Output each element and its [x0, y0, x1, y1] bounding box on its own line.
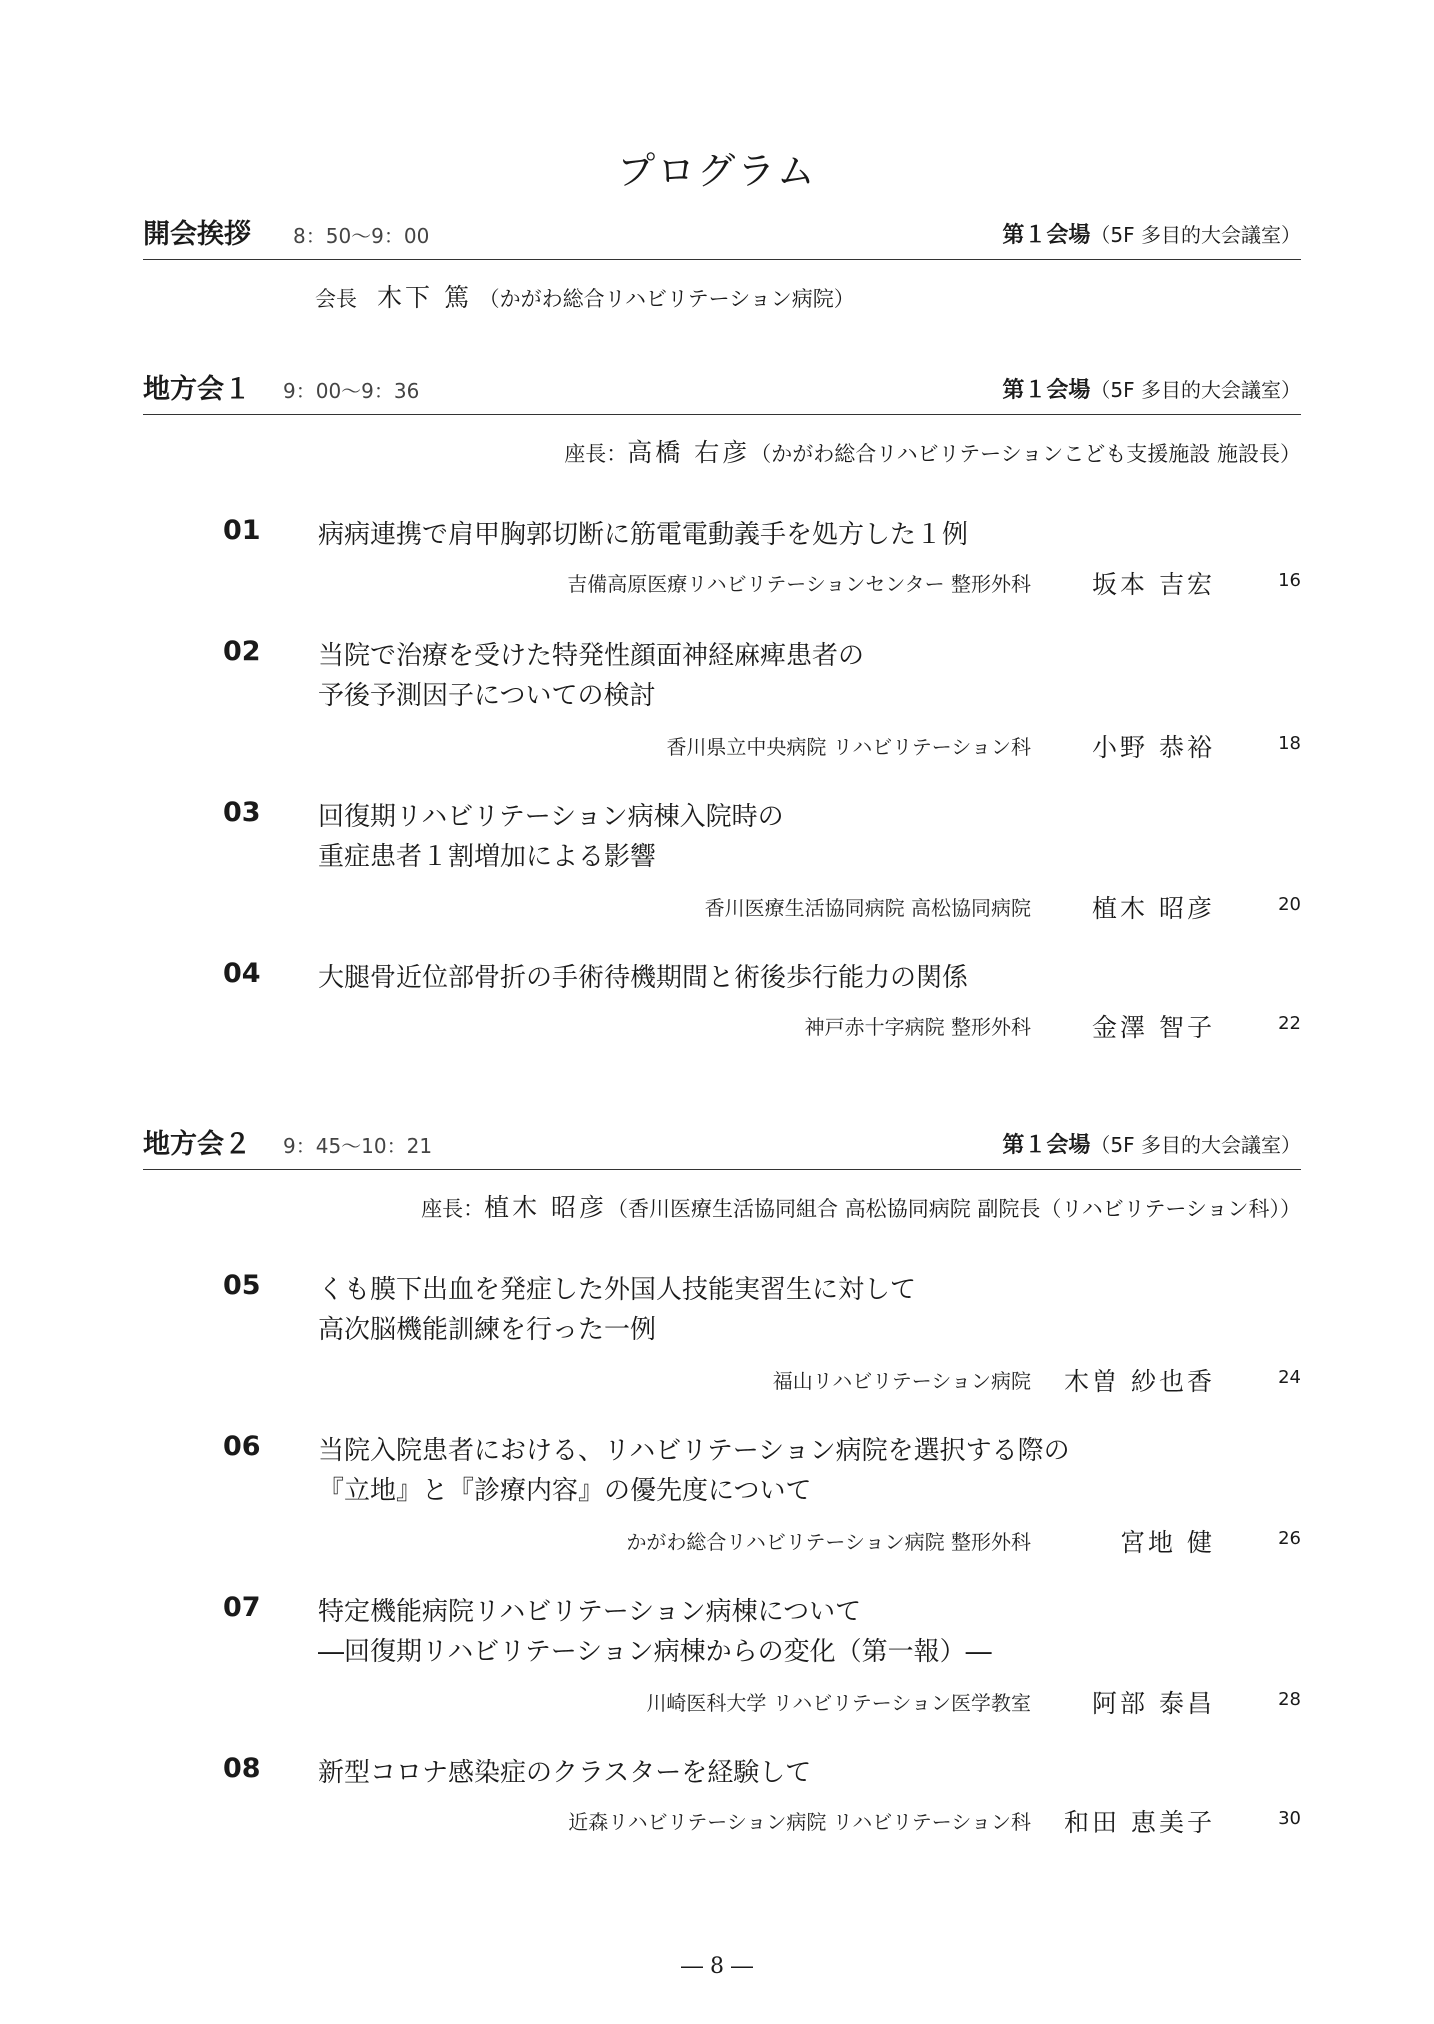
page-number: ― 8 ―: [681, 1954, 753, 1979]
item-page: 16: [1278, 570, 1301, 591]
item-page: 30: [1278, 1808, 1301, 1829]
item-page: 28: [1278, 1689, 1301, 1710]
section-name: 開会挨拶: [143, 219, 251, 250]
page-title: プログラム: [617, 149, 817, 193]
item-page: 24: [1278, 1367, 1301, 1388]
item-title: 新型コロナ感染症のクラスターを経験して: [318, 1758, 812, 1788]
item-author: 阿部 泰昌: [1092, 1689, 1215, 1718]
item-affiliation: 神戸赤十字病院 整形外科: [804, 1015, 1031, 1039]
item-affiliation: 吉備高原医療リハビリテーションセンター 整形外科: [567, 572, 1031, 596]
item-author: 宮地 健: [1120, 1528, 1215, 1557]
section-time: 9：45～10：21: [283, 1134, 433, 1158]
item-affiliation: 福山リハビリテーション病院: [772, 1369, 1031, 1393]
opening-speaker: 会長 木下 篤 （かがわ総合リハビリテーション病院）: [315, 283, 855, 312]
section-header: [143, 1125, 1301, 1170]
item-number: 04: [223, 958, 261, 989]
section-name: 地方会１: [143, 374, 251, 405]
section-time: 8：50～9：00: [293, 224, 430, 248]
chair-line: 座長：植木 昭彦（香川医療生活協同組合 高松協同病院 副院長（リハビリテーション科））: [421, 1193, 1301, 1222]
item-affiliation: かがわ総合リハビリテーション病院 整形外科: [626, 1530, 1031, 1554]
item-number: 02: [223, 636, 261, 667]
section-opening: [143, 215, 1301, 260]
section-venue: 第１会場（5F 多目的大会議室）: [1002, 1133, 1301, 1158]
item-title: 特定機能病院リハビリテーション病棟について ―回復期リハビリテーション病棟からの変化（第一報）―: [318, 1597, 992, 1667]
speaker-affiliation: （かがわ総合リハビリテーション病院）: [478, 287, 855, 311]
item-number: 06: [223, 1431, 261, 1462]
item-title: 回復期リハビリテーション病棟入院時の 重症患者１割増加による影響: [318, 802, 784, 872]
section-name: 地方会２: [143, 1129, 251, 1160]
item-author: 木曽 紗也香: [1064, 1367, 1215, 1396]
chair-line: 座長：高橋 右彦（かがわ総合リハビリテーションこども支援施設 施設長）: [564, 438, 1301, 467]
item-affiliation: 近森リハビリテーション病院 リハビリテーション科: [568, 1810, 1031, 1834]
section-header: [143, 215, 1301, 260]
chair-affiliation: （香川医療生活協同組合 高松協同病院 副院長（リハビリテーション科））: [607, 1197, 1301, 1221]
item-title: 当院入院患者における、リハビリテーション病院を選択する際の 『立地』と『診療内容』の優先度について: [318, 1436, 1070, 1506]
section-venue: 第１会場（5F 多目的大会議室）: [1002, 223, 1301, 248]
item-author: 小野 恭裕: [1092, 733, 1215, 762]
item-affiliation: 川崎医科大学 リハビリテーション医学教室: [646, 1691, 1031, 1715]
item-page: 20: [1278, 894, 1301, 915]
item-author: 坂本 吉宏: [1092, 570, 1215, 599]
item-affiliation: 香川医療生活協同病院 高松協同病院: [704, 896, 1031, 920]
section-header: [143, 370, 1301, 415]
item-affiliation: 香川県立中央病院 リハビリテーション科: [666, 735, 1031, 759]
chair-name: 植木 昭彦: [484, 1193, 608, 1222]
section-venue: 第１会場（5F 多目的大会議室）: [1002, 378, 1301, 403]
item-number: 07: [223, 1592, 261, 1623]
item-author: 和田 恵美子: [1064, 1808, 1215, 1837]
item-title: 当院で治療を受けた特発性顔面神経麻痺患者の 予後予測因子についての検討: [318, 641, 865, 711]
speaker-name: 木下 篤: [377, 283, 472, 312]
item-page: 26: [1278, 1528, 1301, 1549]
item-number: 01: [223, 515, 261, 546]
section-session-2: [143, 1125, 1301, 1170]
item-title: 大腿骨近位部骨折の手術待機期間と術後歩行能力の関係: [318, 963, 969, 993]
item-page: 18: [1278, 733, 1301, 754]
section-time: 9：00～9：36: [283, 379, 420, 403]
item-author: 金澤 智子: [1092, 1013, 1215, 1042]
section-session-1: [143, 370, 1301, 415]
chair-name: 高橋 右彦: [627, 438, 751, 467]
item-author: 植木 昭彦: [1092, 894, 1215, 923]
item-title: くも膜下出血を発症した外国人技能実習生に対して 高次脳機能訓練を行った一例: [318, 1275, 917, 1345]
chair-affiliation: （かがわ総合リハビリテーションこども支援施設 施設長）: [750, 442, 1301, 466]
item-number: 03: [223, 797, 261, 828]
item-number: 05: [223, 1270, 261, 1301]
item-title: 病病連携で肩甲胸郭切断に筋電電動義手を処方した１例: [318, 520, 969, 550]
item-page: 22: [1278, 1013, 1301, 1034]
item-number: 08: [223, 1753, 261, 1784]
